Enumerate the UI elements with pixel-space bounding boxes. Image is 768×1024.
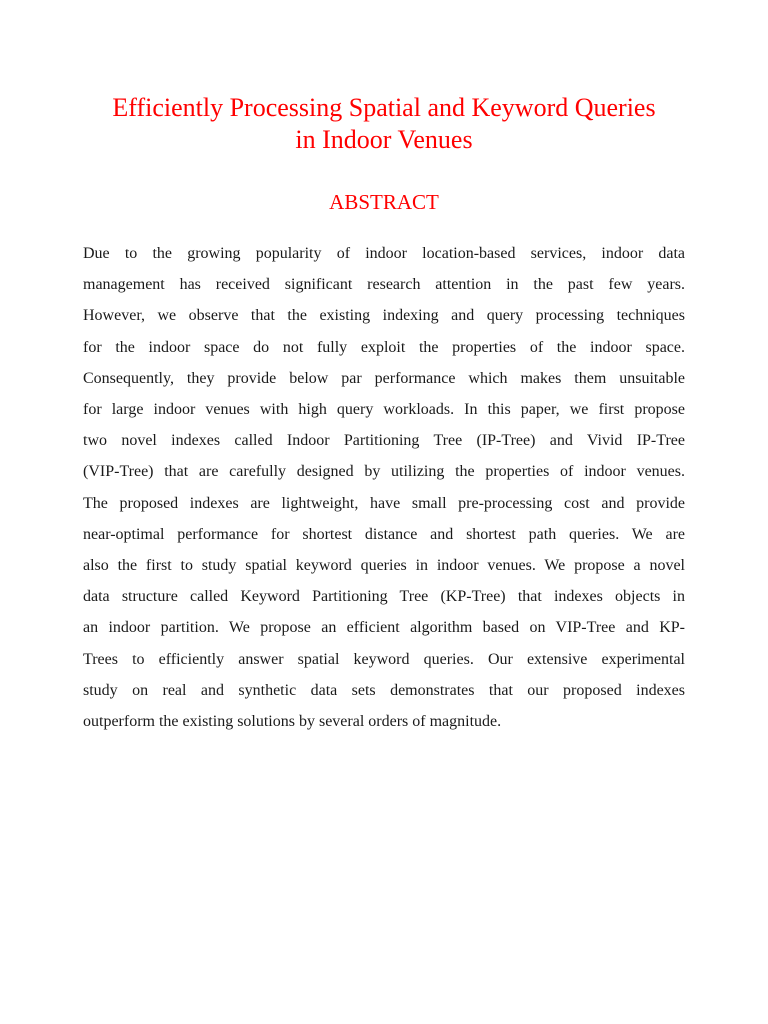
paper-title-line: in Indoor Venues xyxy=(295,125,473,154)
abstract-line: (VIP-Tree) that are carefully designed by utilizing the properties of indoor venues. xyxy=(83,463,685,481)
abstract-line: for the indoor space do not fully exploit the properties of the indoor space. xyxy=(83,338,685,356)
abstract-line: Consequently, they provide below par performance which makes them unsuitable xyxy=(83,369,685,387)
abstract-line: data structure called Keyword Partitioning Tree (KP-Tree) that indexes objects in xyxy=(83,588,685,606)
paper-title-line: Efficiently Processing Spatial and Keyword Queries xyxy=(112,93,656,122)
abstract-line: However, we observe that the existing indexing and query processing techniques xyxy=(83,307,685,325)
abstract-line: study on real and synthetic data sets demonstrates that our proposed indexes xyxy=(83,681,685,699)
abstract-line: near-optimal performance for shortest distance and shortest path queries. We are xyxy=(83,525,685,543)
abstract-line: Due to the growing popularity of indoor location-based services, indoor data xyxy=(83,245,685,262)
abstract-heading: ABSTRACT xyxy=(329,190,439,214)
abstract-line: The proposed indexes are lightweight, have small pre-processing cost and provide xyxy=(83,494,685,512)
abstract-line: management has received significant research attention in the past few years. xyxy=(83,276,685,294)
abstract-line: Trees to efficiently answer spatial keyword queries. Our extensive experimental xyxy=(83,650,685,668)
abstract-line: an indoor partition. We propose an efficient algorithm based on VIP-Tree and KP- xyxy=(83,619,685,637)
abstract-line: two novel indexes called Indoor Partitioning Tree (IP-Tree) and Vivid IP-Tree xyxy=(83,432,685,450)
abstract-body xyxy=(83,238,685,737)
abstract-line: for large indoor venues with high query workloads. In this paper, we first propose xyxy=(83,401,685,419)
abstract-line: also the first to study spatial keyword queries in indoor venues. We propose a novel xyxy=(83,557,685,575)
abstract-line: outperform the existing solutions by several orders of magnitude. xyxy=(83,713,502,731)
paper-title xyxy=(60,92,708,156)
